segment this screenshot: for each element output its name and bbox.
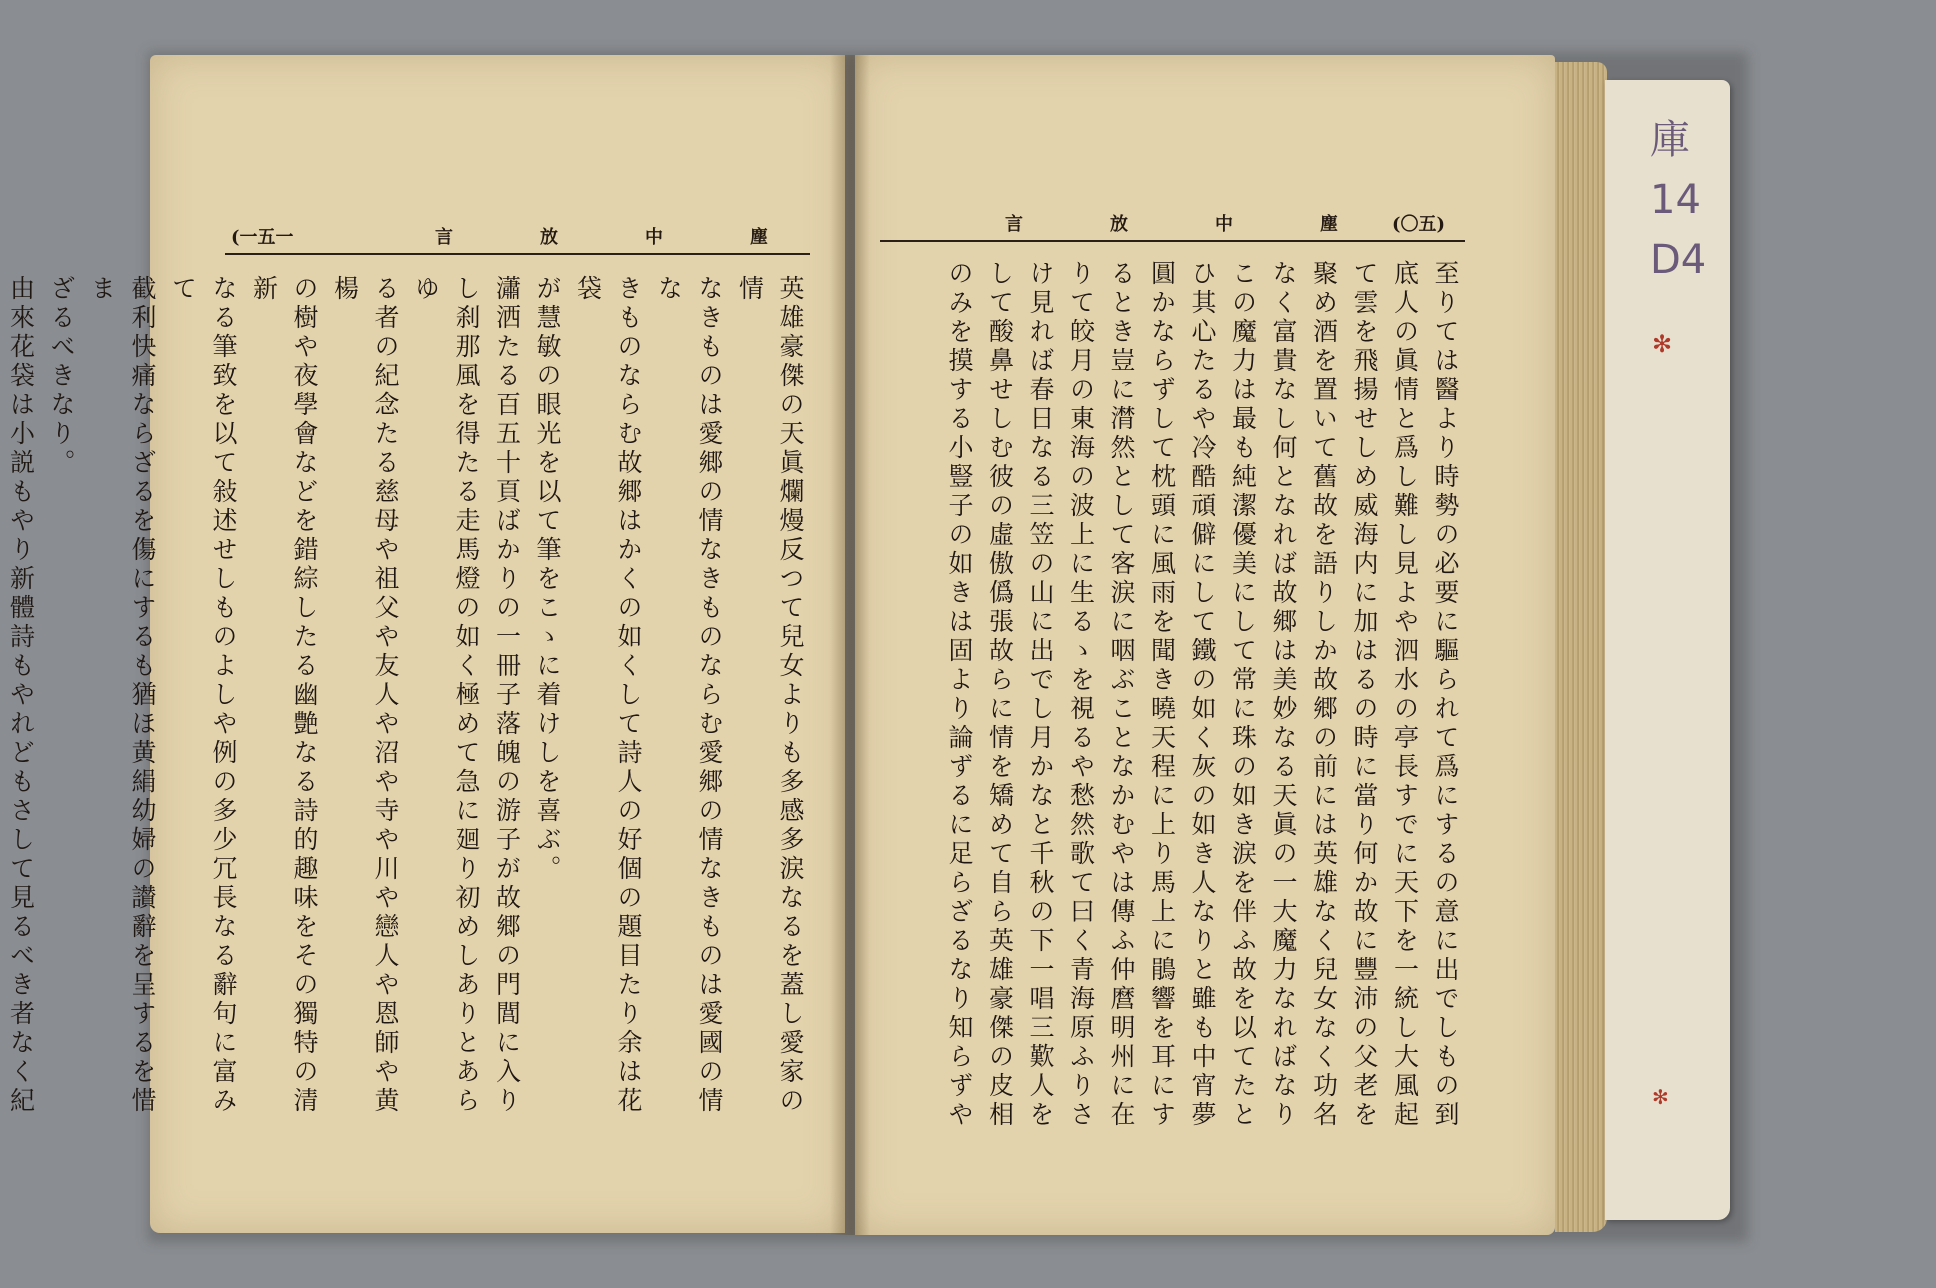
text-line: が慧敏の眼光を以て筆をこゝに着けしを喜ぶ。 xyxy=(533,275,562,884)
book-gutter xyxy=(830,55,870,1235)
text-line: るとき豈に潸然として客涙に咽ぶことなかむやは傳ふ仲麿明州に在 xyxy=(1107,260,1136,1130)
running-title-char: 放 xyxy=(1110,214,1128,235)
text-line: 底人の眞情と爲し難し見よや泗水の亭長すでに天下を一統し大風起 xyxy=(1390,260,1420,1130)
text-line: 聚め酒を置いて舊故を語りしか故郷の前には英雄なく兒女なく功名 xyxy=(1309,260,1339,1130)
text-line: て雲を飛揚せしめ威海内に加はるの時に當り何か故に豐沛の父老を xyxy=(1350,260,1379,1130)
text-line: この魔力は最も純潔優美にして常に珠の如き涙を伴ふ故を以てたと xyxy=(1228,260,1258,1130)
page-number: (〇五) xyxy=(1392,214,1446,235)
running-title-char: 中 xyxy=(1215,214,1233,235)
text-line: して酸鼻せしむ彼の虛傲僞張故らに情を矯めて自ら英雄豪傑の皮相 xyxy=(985,260,1015,1130)
running-title-char: 塵 xyxy=(750,227,768,248)
right-page-body xyxy=(880,260,1465,1140)
left-page-body xyxy=(6,275,810,1135)
running-title-char: 言 xyxy=(1005,214,1023,235)
text-line: 瀟洒たる百五十頁ばかりの一冊子落魄の游子が故郷の門閭に入り xyxy=(492,275,522,1116)
text-line: ひ其心たるや冷酷頑僻にして鐵の如く灰の如き人なりと雖も中宵夢 xyxy=(1188,260,1217,1130)
shelf-note-line: D4 xyxy=(1650,237,1707,283)
text-line: け見れば春日なる三笠の山に出でし月かなと千秋の下一唱三歎人を xyxy=(1026,260,1055,1130)
text-line: 由來花袋は小説もやり新體詩もやれどもさして見るべき者なく紀 xyxy=(6,275,36,1116)
text-line: ざるべきなり。 xyxy=(47,275,76,478)
right-page-header xyxy=(880,200,1465,242)
text-line: りて皎月の東海の波上に生るゝを視るや愁然歌て曰く青海原ふりさ xyxy=(1066,260,1096,1130)
red-ornament-icon: ✻ xyxy=(1652,1085,1669,1109)
running-title-char: 中 xyxy=(645,227,663,248)
text-line: し刹那風を得たる走馬燈の如く極めて急に廻り初めしありとあらゆ xyxy=(411,275,481,1116)
text-line: の樹や夜學會などを錯綜したる幽艶なる詩的趣味をその獨特の清新 xyxy=(249,275,319,1116)
red-ornament-icon: ✻ xyxy=(1652,330,1673,358)
running-title-char: 言 xyxy=(435,227,453,248)
text-line: なる筆致を以て敍述せしものよしや例の多少冗長なる辭句に富みて xyxy=(168,275,238,1116)
left-page-header xyxy=(225,213,810,255)
text-line: 圓かならずして枕頭に風雨を聞き曉天程に上り馬上に鵑響を耳にす xyxy=(1147,260,1177,1130)
text-line: 英雄豪傑の天眞爛熳反つて兒女よりも多感多涙なるを蓋し愛家の情 xyxy=(735,275,805,1116)
text-line: 截利快痛ならざるを傷にするも猶ほ黄絹幼婦の讃辭を呈するを惜ま xyxy=(87,275,157,1116)
pencil-shelf-note xyxy=(1650,110,1720,290)
text-line: る者の紀念たる慈母や祖父や友人や沼や寺や川や戀人や恩師や黄楊 xyxy=(330,275,400,1116)
text-line: 至りては醫より時勢の必要に驅られて爲にするの意に出でしもの到 xyxy=(1431,260,1460,1130)
page-number: (一五一 xyxy=(231,227,294,248)
text-line: きものならむ故郷はかくの如くして詩人の好個の題目たり余は花袋 xyxy=(573,275,643,1116)
text-line: のみを摸する小豎子の如きは固より論ずるに足らざるなり知らずや xyxy=(945,260,974,1130)
text-line: なきものは愛郷の情なきものならむ愛郷の情なきものは愛國の情な xyxy=(654,275,724,1116)
shelf-note-line: 庫14 xyxy=(1650,117,1701,223)
text-line: なく富貴なし何となれば故郷は美妙なる天眞の一大魔力なればなり xyxy=(1269,260,1298,1130)
running-title-char: 放 xyxy=(540,227,558,248)
page-edge-stack xyxy=(1555,62,1607,1232)
running-title-char: 塵 xyxy=(1320,214,1338,235)
